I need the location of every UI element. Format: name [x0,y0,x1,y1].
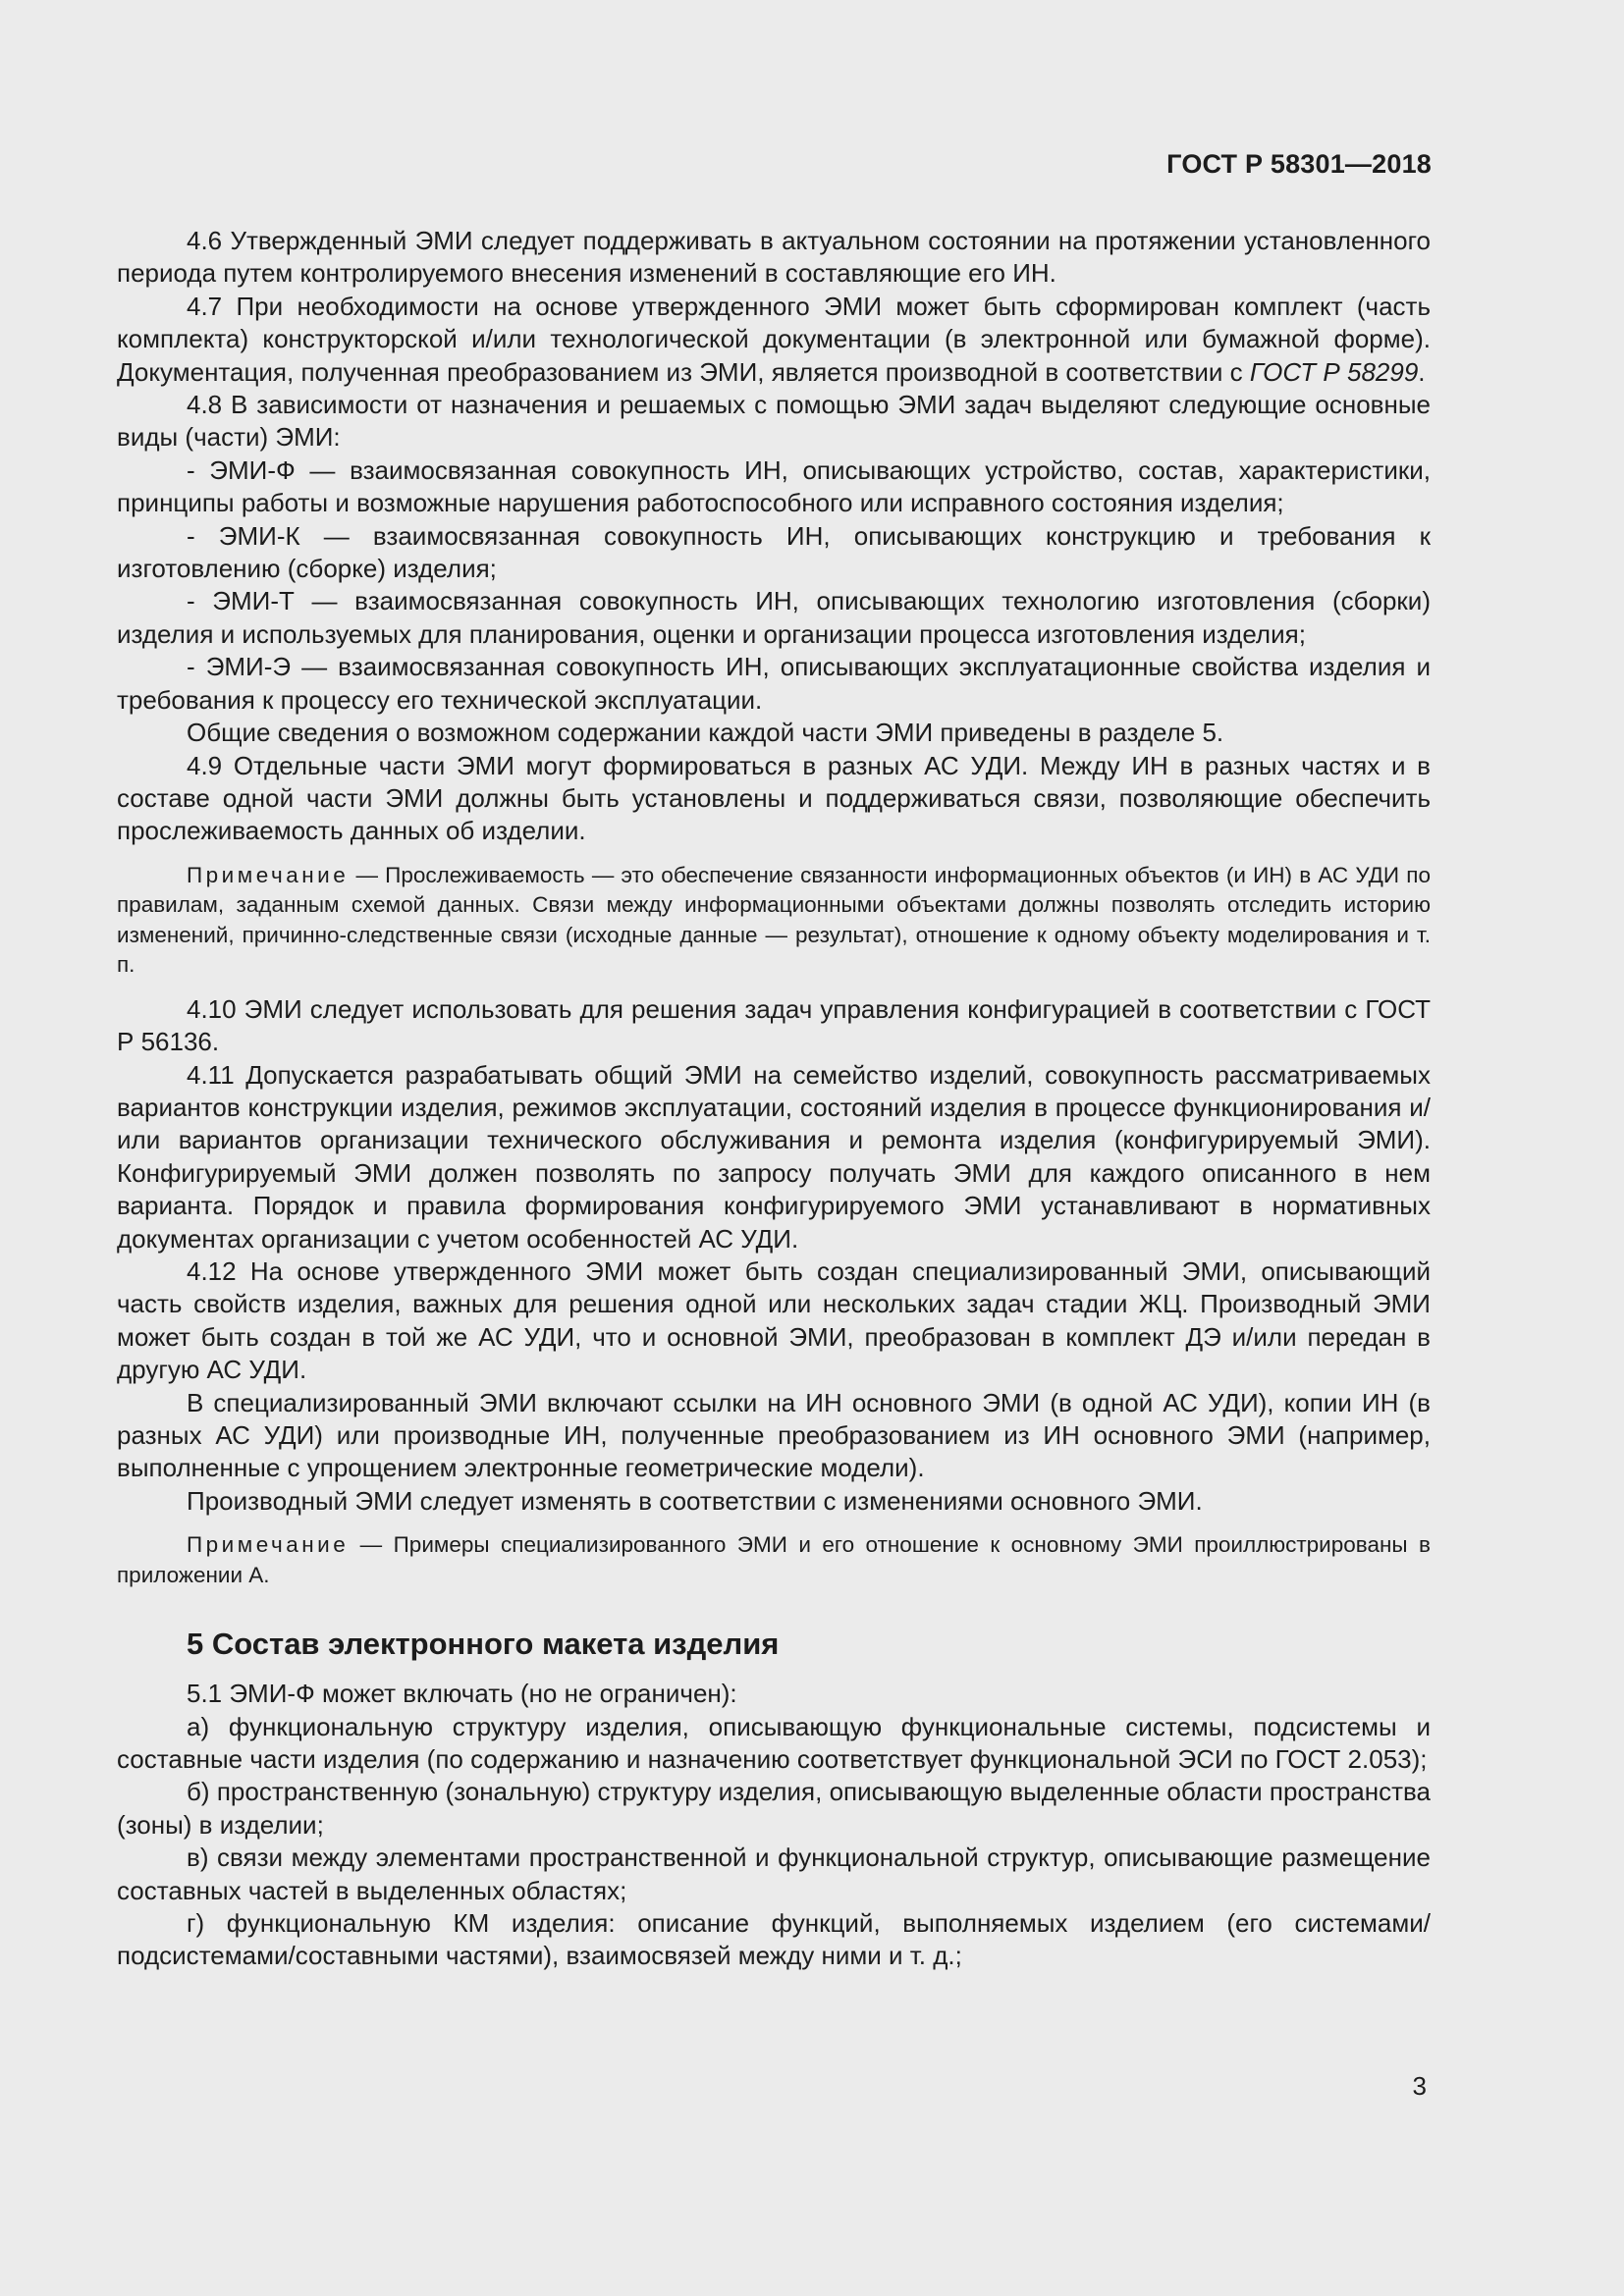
clause-4-7-end: . [1418,356,1426,387]
clause-4-9: 4.9 Отдельные части ЭМИ могут формироваться в разных АС УДИ. Между ИН в разных частях и в составе одной части ЭМИ должны быть установлены и поддерживаться связи, позволяющие обеспечить прослеживаемость данных об изделии. [117,750,1431,846]
clause-4-7 [117,291,1431,389]
list-item-emi-k: - ЭМИ-К — взаимосвязанная совокупность ИН, описывающих конструкцию и требования к изготовлению (сборке) изделия; [117,520,1431,584]
clause-4-12: 4.12 На основе утвержденного ЭМИ может быть создан специализированный ЭМИ, описывающий часть свойств изделия, важных для решения одной или нескольких задач стадии ЖЦ. Производный ЭМИ может быть создан в той же АС УДИ, что и основной ЭМИ, преобразован в комплект ДЭ и/или передан в другую АС УДИ. [117,1255,1431,1385]
note-text: — Примеры специализированного ЭМИ и его отношение к основному ЭМИ проиллюстрированы в приложении А. [117,1532,1431,1587]
specialized-emi-paragraph: В специализированный ЭМИ включают ссылки на ИН основного ЭМИ (в одной АС УДИ), копии ИН (в разных АС УДИ) или производные ИН, полученные преобразованием из ИН основного ЭМИ (например, выполненные с упрощением электронные геометрические модели). [117,1387,1431,1483]
general-info-paragraph: Общие сведения о возможном содержании каждой части ЭМИ приведены в разделе 5. [187,718,1224,748]
note-label: Примечание [187,862,350,887]
note-traceability [117,861,1431,981]
page-number: 3 [1412,2071,1427,2101]
standard-reference: ГОСТ Р 58299 [1249,356,1419,387]
clause-4-8: 4.8 В зависимости от назначения и решаемых с помощью ЭМИ задач выделяют следующие основные виды (части) ЭМИ: [117,390,1431,453]
clause-5-1: 5.1 ЭМИ-Ф может включать (но не ограничен): [187,1679,737,1709]
list-item-b: б) пространственную (зональную) структуру изделия, описывающую выделенные области пространства (зоны) в изделии; [117,1777,1431,1840]
note-text: — Прослеживаемость — это обеспечение связанности информационных объектов (и ИН) в АС УДИ по правилам, заданным схемой данных. Связи между информационными объектами должны позволять отследить историю изменений, причинно-следственные связи (исходные данные — результат), отношение к одному объекту моделирования и т. п. [117,862,1431,978]
section-5-heading: 5 Состав электронного макета изделия [187,1627,780,1662]
document-standard-number: ГОСТ Р 58301—2018 [1166,149,1432,179]
clause-4-10: 4.10 ЭМИ следует использовать для решения задач управления конфигурацией в соответствии с ГОСТ Р 56136. [117,993,1431,1057]
clause-4-7-text: 4.7 При необходимости на основе утвержденного ЭМИ может быть сформирован комплект (часть комплекта) конструкторской и/или технологической документации (в электронной или бумажной форме). Документация, полученная преобразованием из ЭМИ, является производной в соответствии с [117,291,1431,387]
list-item-v: в) связи между элементами пространственной и функциональной структур, описывающие размещение составных частей в выделенных областях; [117,1842,1431,1905]
clause-4-11: 4.11 Допускается разрабатывать общий ЭМИ на семейство изделий, совокупность рассматриваемых вариантов конструкции изделия, режимов эксплуатации, состояний изделия в процессе функционирования и/или вариантов организации технического обслуживания и ремонта изделия (конфигурируемый ЭМИ). Конфигурируемый ЭМИ должен позволять по запросу получать ЭМИ для каждого описанного в нем варианта. Порядок и правила формирования конфигурируемого ЭМИ устанавливают в нормативных документах организации с учетом особенностей АС УДИ. [117,1059,1431,1254]
list-item-g: г) функциональную КМ изделия: описание функций, выполняемых изделием (его системами/подсистемами/составными частями), взаимосвязей между ними и т. д.; [117,1908,1431,1971]
note-specialized-emi [117,1530,1431,1590]
list-item-emi-t: - ЭМИ-Т — взаимосвязанная совокупность ИН, описывающих технологию изготовления (сборки) изделия и используемых для планирования, оценки и организации процесса изготовления изделия; [117,586,1431,649]
list-item-emi-e: - ЭМИ-Э — взаимосвязанная совокупность ИН, описывающих эксплуатационные свойства изделия и требования к процессу его технической эксплуатации. [117,652,1431,715]
document-body [117,225,1431,1973]
note-label: Примечание [187,1532,350,1558]
list-item-emi-f: - ЭМИ-Ф — взаимосвязанная совокупность ИН, описывающих устройство, состав, характеристики, принципы работы и возможные нарушения работоспособного или исправного состояния изделия; [117,454,1431,518]
derived-emi-paragraph: Производный ЭМИ следует изменять в соответствии с изменениями основного ЭМИ. [187,1485,1203,1516]
list-item-a: а) функциональную структуру изделия, описывающую функциональные системы, подсистемы и составные части изделия (по содержанию и назначению соответствует функциональной ЭСИ по ГОСТ 2.053); [117,1711,1431,1775]
clause-4-6: 4.6 Утвержденный ЭМИ следует поддерживать в актуальном состоянии на протяжении установленного периода путем контролируемого внесения изменений в составляющие его ИН. [117,226,1431,289]
